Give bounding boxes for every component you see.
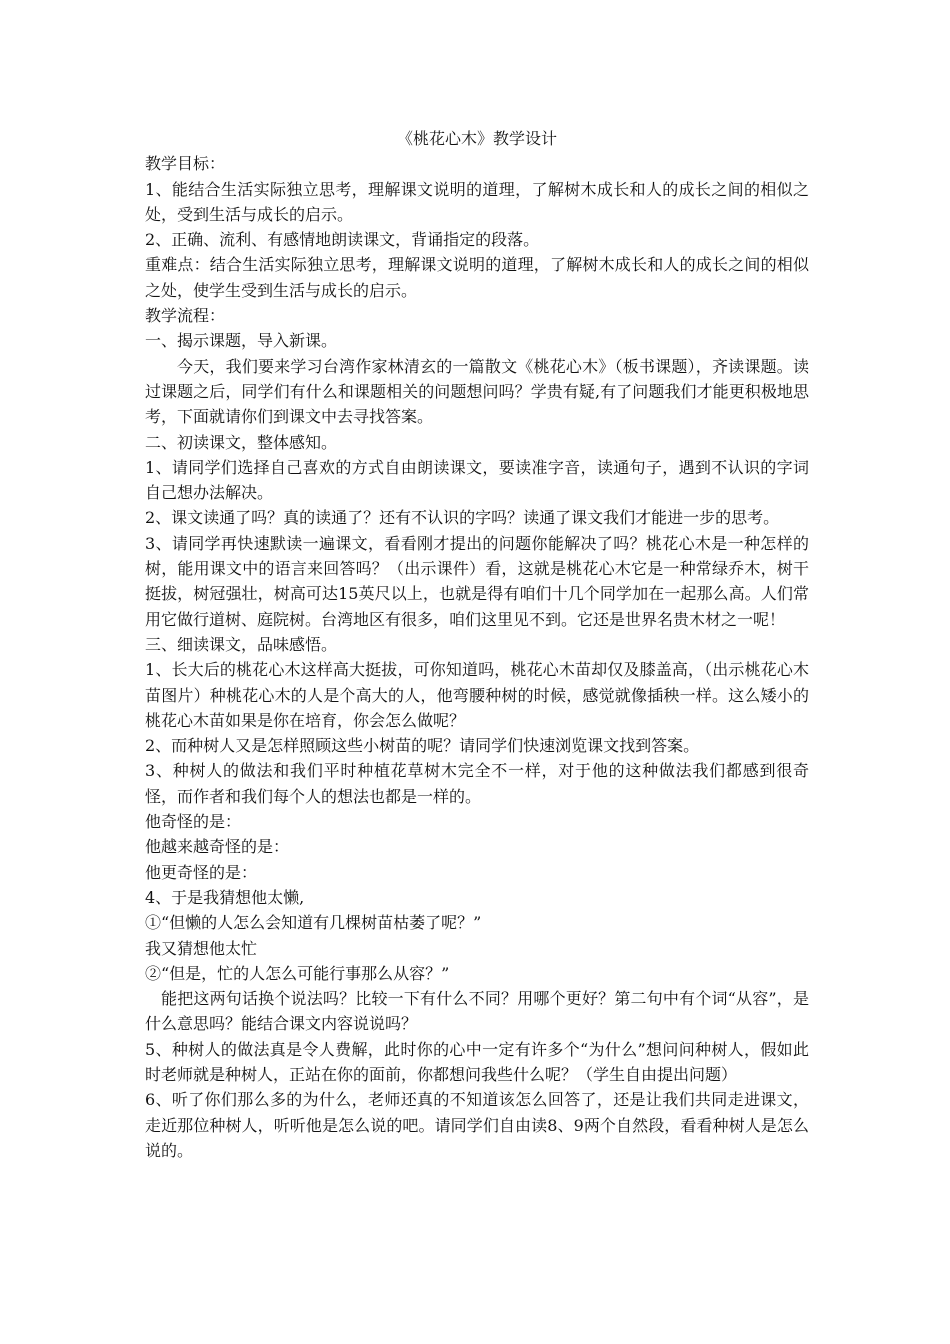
- objective-item-1: 1、能结合生活实际独立思考，理解课文说明的道理，了解树木成长和人的成长之间的相似之处，受到生活与成长的启示。: [145, 179, 809, 224]
- step-heading-1: 一、揭示课题，导入新课。: [145, 331, 338, 351]
- document-title: 《桃花心木》教学设计: [396, 129, 557, 148]
- step-2-item-3: 3、请同学再快速默读一遍课文，看看刚才提出的问题你能解决了吗？桃花心木是一种怎样的树，能用课文中的语言来回答吗？（出示课件）看，这就是桃花心木它是一种常绿乔木，树干挺拔，树冠强壮，树高可达15英尺以上，也就是得有咱们十几个同学加在一起那么高。人们常用它做行道树、庭院树。台湾地区有很多，咱们这里见不到。它还是世界名贵木材之一呢！: [145, 533, 809, 629]
- step-2-item-1: 1、请同学们选择自己喜欢的方式自由朗读课文，要读准字音，读通句子，遇到不认识的字词自己想办法解决。: [145, 457, 809, 503]
- step-3-item-3: 3、种树人的做法和我们平时种植花草树木完全不一样，对于他的这种做法我们都感到很奇怪，而作者和我们每个人的想法也都是一样的。: [145, 761, 809, 806]
- prompt-line-2: 他越来越奇怪的是：: [145, 837, 290, 857]
- step-3-item-5: 5、种树人的做法真是令人费解，此时你的心中一定有许多个“为什么”想问问种树人，假如此时老师就是种树人，正站在你的面前，你都想问我些什么呢？（学生自由提出问题）: [145, 1039, 809, 1084]
- document-body: [145, 126, 809, 1163]
- step-3-item-2: 2、而种树人又是怎样照顾这些小树苗的呢？请同学们快速浏览课文找到答案。: [145, 736, 700, 756]
- step-2-item-2: 2、课文读通了吗？真的读通了？还有不认识的字吗？读通了课文我们才能进一步的思考。: [145, 508, 780, 528]
- objective-item-2: 2、正确、流利、有感情地朗读课文，背诵指定的段落。: [145, 230, 540, 250]
- step-heading-2: 二、初读课文，整体感知。: [145, 432, 338, 452]
- prompt-line-3: 他更奇怪的是：: [145, 862, 258, 882]
- step-3-item-1: 1、长大后的桃花心木这样高大挺拔，可你知道吗，桃花心木苗却仅及膝盖高，（出示桃花心木苗图片）种桃花心木的人是个高大的人，他弯腰种树的时候，感觉就像插秧一样。这么矮小的桃花心木苗如果是你在培育，你会怎么做呢？: [145, 660, 809, 730]
- quote-1: ①“但懒的人怎么会知道有几棵树苗枯萎了呢？”: [145, 913, 482, 933]
- step-heading-3: 三、细读课文，品味感悟。: [145, 634, 338, 654]
- guess-line: 我又猜想他太忙: [145, 938, 258, 958]
- key-difficulties: 重难点：结合生活实际独立思考，理解课文说明的道理，了解树木成长和人的成长之间的相似之处，使学生受到生活与成长的启示。: [145, 255, 809, 300]
- section-heading-process: 教学流程：: [145, 306, 226, 326]
- quote-2: ②“但是，忙的人怎么可能行事那么从容？”: [145, 963, 450, 983]
- step-3-item-4: 4、于是我猜想他太懒,: [145, 887, 305, 907]
- discussion-paragraph: 能把这两句话换个说法吗？比较一下有什么不同？用哪个更好？第二句中有个词“从容”，是什么意思吗？能结合课文内容说说吗？: [145, 989, 809, 1034]
- section-heading-objectives: 教学目标：: [145, 154, 226, 174]
- step-3-item-6: 6、听了你们那么多的为什么，老师还真的不知道该怎么回答了，还是让我们共同走进课文，走近那位种树人，听听他是怎么说的吧。请同学们自由读8、9两个自然段，看看种树人是怎么说的。: [145, 1090, 809, 1160]
- step-1-paragraph: 今天，我们要来学习台湾作家林清玄的一篇散文《桃花心木》（板书课题），齐读课题。读过课题之后，同学们有什么和课题相关的问题想问吗？学贵有疑,有了问题我们才能更积极地思考，下面就请你们到课文中去寻找答案。: [145, 356, 809, 427]
- prompt-line-1: 他奇怪的是：: [145, 812, 242, 832]
